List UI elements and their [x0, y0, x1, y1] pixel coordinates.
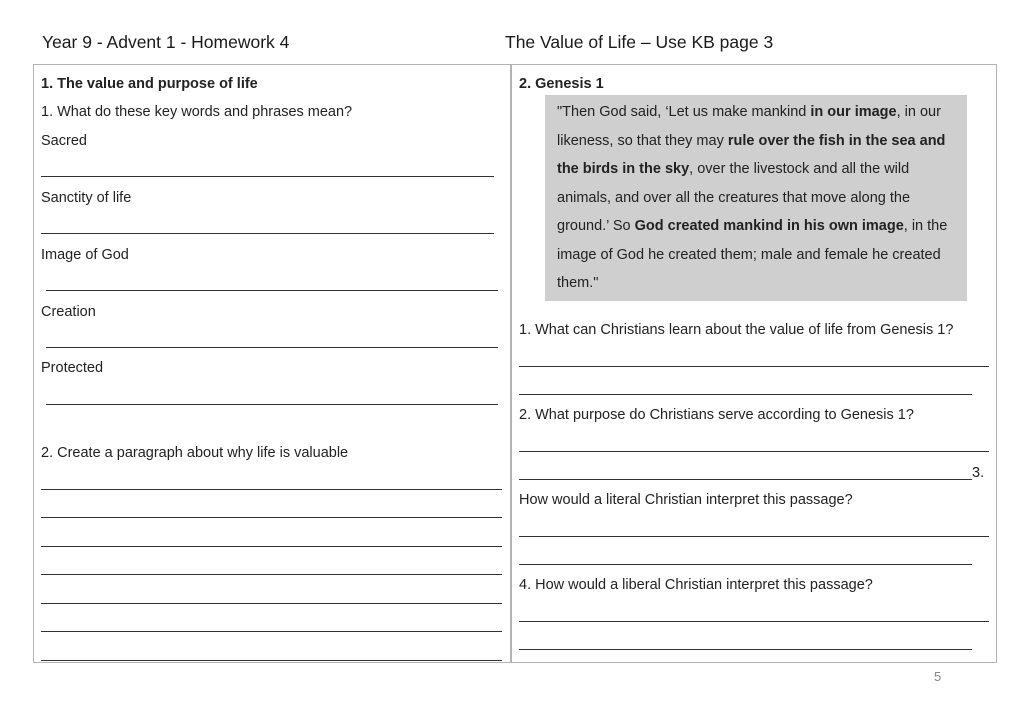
answer-line-sacred[interactable]	[41, 176, 494, 177]
answer-line-sanctity[interactable]	[41, 233, 494, 234]
answer-line-q1[interactable]	[519, 366, 989, 367]
term-creation: Creation	[41, 304, 96, 320]
answer-line-q2[interactable]	[519, 451, 989, 452]
worksheet-table	[33, 64, 997, 663]
answer-line-creation[interactable]	[46, 347, 498, 348]
quote-segment: , in the image of God he created them; male and female he created them."	[557, 218, 948, 291]
right-question-4: 4. How would a liberal Christian interpret this passage?	[519, 577, 873, 593]
quote-emphasis: God created mankind in his own image	[634, 218, 904, 234]
right-question-1: 1. What can Christians learn about the value of life from Genesis 1?	[519, 322, 954, 338]
term-sanctity-of-life: Sanctity of life	[41, 190, 132, 206]
paragraph-line[interactable]	[41, 631, 502, 632]
paragraph-line[interactable]	[41, 660, 502, 661]
answer-line-q1[interactable]	[519, 394, 972, 395]
quote-emphasis: in our image	[810, 104, 897, 120]
answer-line-q4[interactable]	[519, 649, 972, 650]
genesis-quote-box	[545, 95, 967, 301]
term-sacred: Sacred	[41, 133, 87, 149]
answer-line-protected[interactable]	[46, 404, 498, 405]
term-image-of-god: Image of God	[41, 247, 129, 263]
quote-emphasis: rule over the fish in the sea and the birds in the sky	[557, 132, 946, 177]
right-question-3: How would a literal Christian interpret this passage?	[519, 492, 853, 508]
page-number: 5	[934, 669, 942, 684]
paragraph-line[interactable]	[41, 546, 502, 547]
answer-line-q3[interactable]	[519, 564, 972, 565]
left-question-1: 1. What do these key words and phrases mean?	[41, 104, 353, 120]
right-question-3-number: 3.	[972, 465, 985, 481]
answer-line-q4[interactable]	[519, 621, 989, 622]
paragraph-line[interactable]	[41, 489, 502, 490]
term-protected: Protected	[41, 360, 104, 376]
left-question-2: 2. Create a paragraph about why life is valuable	[41, 445, 349, 461]
answer-line-image-of-god[interactable]	[46, 290, 498, 291]
column-divider	[510, 65, 512, 662]
quote-segment: "Then God said, ‘Let us make mankind	[557, 104, 811, 120]
header-left-title: Year 9 - Advent 1 - Homework 4	[42, 32, 290, 52]
right-question-2: 2. What purpose do Christians serve according to Genesis 1?	[519, 407, 914, 423]
paragraph-line[interactable]	[41, 517, 502, 518]
genesis-quote-text	[557, 98, 962, 298]
answer-line-q3[interactable]	[519, 536, 989, 537]
paragraph-line[interactable]	[41, 574, 502, 575]
quote-segment: , in our likeness, so that they may	[557, 104, 941, 149]
paragraph-line[interactable]	[41, 603, 502, 604]
right-section-title: 2. Genesis 1	[519, 76, 604, 92]
left-section-title: 1. The value and purpose of life	[41, 76, 258, 92]
quote-segment: , over the livestock and all the wild animals, and over all the creatures that move along the ground.’ So	[557, 161, 911, 234]
header-right-title: The Value of Life – Use KB page 3	[505, 32, 774, 52]
answer-line-q2[interactable]	[519, 479, 972, 480]
